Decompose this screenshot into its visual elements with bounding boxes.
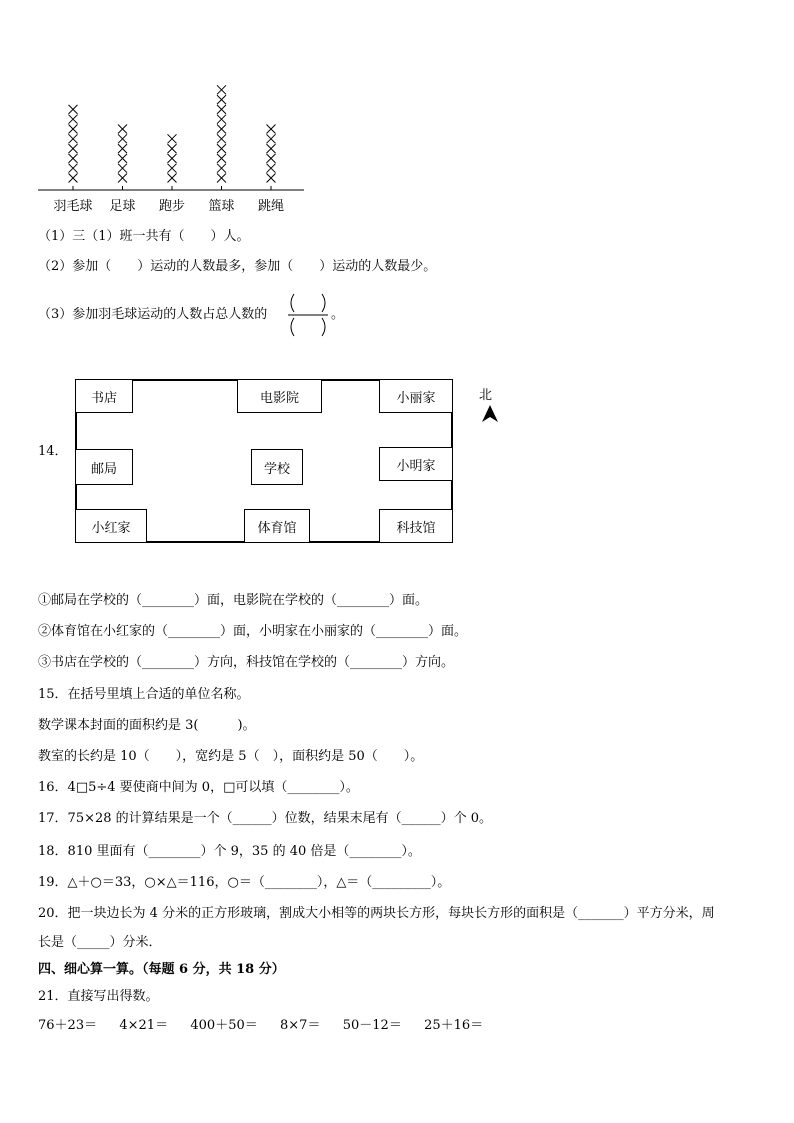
x-mark — [118, 134, 127, 143]
x-mark — [69, 125, 78, 134]
q15-title: 15．在括号里填上合适的单位名称。 — [38, 687, 250, 702]
q13-sub3 — [38, 306, 267, 324]
q13-sub1: （1）三（1）班一共有（ ）人。 — [38, 229, 250, 244]
q21-items — [38, 1017, 483, 1035]
place-post-office: 邮局 — [75, 449, 133, 485]
q18: 18．810 里面有（________）个 9，35 的 40 倍是（________）。 — [38, 844, 421, 859]
calc-item: 8×7＝ — [280, 1018, 321, 1033]
x-mark — [217, 115, 226, 124]
x-mark — [69, 105, 78, 114]
x-mark — [267, 164, 276, 173]
x-mark — [217, 164, 226, 173]
q20-line1: 20．把一块边长为 4 分米的正方形玻璃，割成大小相等的两块长方形，每块长方形的面积是（_______）平方分米，周 — [38, 906, 715, 921]
calc-item: 4×21＝ — [119, 1018, 169, 1033]
place-xiaoming-home: 小明家 — [379, 447, 453, 481]
x-mark — [168, 134, 177, 143]
x-mark — [69, 164, 78, 173]
x-mark — [217, 125, 226, 134]
x-mark — [69, 174, 78, 183]
x-mark — [118, 144, 127, 153]
x-mark — [267, 174, 276, 183]
place-cinema: 电影院 — [237, 379, 322, 413]
q20-line2: 长是（_____）分米． — [38, 935, 162, 950]
q14-q2: ②体育馆在小红家的（________）面，小明家在小丽家的（________）面。 — [38, 624, 468, 639]
x-mark — [118, 164, 127, 173]
q21-title: 21．直接写出得数。 — [38, 989, 159, 1004]
q14-q3: ③书店在学校的（________）方向，科技馆在学校的（________）方向。 — [38, 655, 455, 670]
x-mark — [168, 144, 177, 153]
x-mark — [267, 144, 276, 153]
x-mark — [217, 174, 226, 183]
x-mark — [267, 154, 276, 163]
q13-sub3-end: 。 — [331, 307, 345, 322]
place-science-museum: 科技馆 — [379, 509, 453, 543]
x-mark — [217, 105, 226, 114]
place-xiaoli-home: 小丽家 — [379, 379, 453, 413]
x-mark — [168, 154, 177, 163]
x-mark — [118, 174, 127, 183]
x-mark — [69, 134, 78, 143]
place-gym: 体育馆 — [244, 509, 310, 543]
category-label: 足球 — [109, 199, 136, 214]
fraction-blank[interactable] — [286, 292, 330, 338]
x-mark — [69, 154, 78, 163]
calc-item: 50－12＝ — [342, 1018, 402, 1033]
calc-item: 400＋50＝ — [190, 1018, 258, 1033]
place-school: 学校 — [251, 449, 303, 485]
q13-sub2: （2）参加（ ）运动的人数最多，参加（ ）运动的人数最少。 — [38, 259, 437, 274]
x-mark — [118, 125, 127, 134]
x-mark — [217, 95, 226, 104]
place-bookstore: 书店 — [75, 379, 133, 413]
x-mark — [267, 125, 276, 134]
x-mark — [217, 144, 226, 153]
q17: 17．75×28 的计算结果是一个（______）位数，结果末尾有（______）个 0。 — [38, 811, 493, 826]
x-mark — [217, 85, 226, 94]
x-mark — [168, 164, 177, 173]
q14-q1: ①邮局在学校的（________）面，电影院在学校的（________）面。 — [38, 593, 429, 608]
x-mark — [217, 154, 226, 163]
x-mark — [217, 134, 226, 143]
category-label: 跑步 — [158, 199, 185, 214]
q15-line1: 数学课本封面的面积约是 3( )。 — [38, 718, 256, 733]
q14-number: 14． — [38, 444, 68, 459]
q19: 19．△＋○＝33，○×△＝116，○＝（________），△＝（_________）。 — [38, 875, 451, 890]
calc-item: 25＋16＝ — [424, 1018, 484, 1033]
category-label: 篮球 — [208, 199, 235, 214]
q15-line2: 教室的长约是 10（ ），宽约是 5（ ），面积约是 50（ ）。 — [38, 749, 424, 764]
category-label: 跳绳 — [257, 199, 284, 214]
x-mark — [267, 134, 276, 143]
calc-item: 76＋23＝ — [38, 1018, 98, 1033]
category-label: 羽毛球 — [53, 199, 93, 214]
q16: 16．4□5÷4 要使商中间为 0，□可以填（________）。 — [38, 780, 359, 795]
x-mark — [168, 174, 177, 183]
section4-heading: 四、细心算一算。（每题 6 分，共 18 分） — [38, 962, 285, 977]
north-label: 北 — [479, 388, 493, 403]
x-mark — [69, 115, 78, 124]
x-mark — [69, 144, 78, 153]
q13-sub3-text: （3）参加羽毛球运动的人数占总人数的 — [38, 307, 268, 322]
place-xiaohong-home: 小红家 — [75, 509, 147, 543]
x-mark — [118, 154, 127, 163]
north-arrow-icon — [481, 404, 499, 424]
